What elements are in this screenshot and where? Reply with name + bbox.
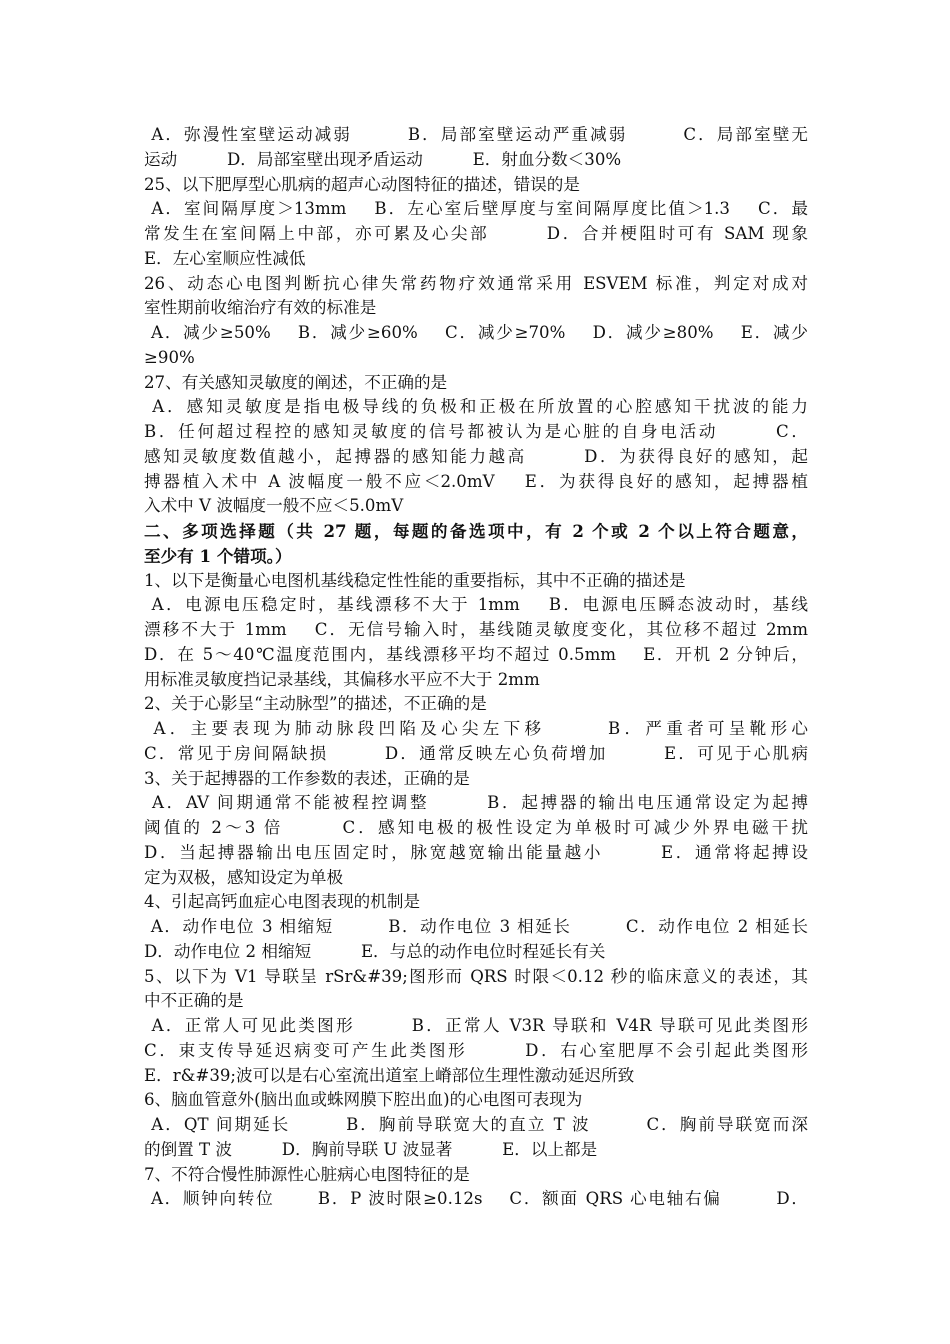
text-line: A．减少≥50% B．减少≥60% C．减少≥70% D．减少≥80% E．减少 [144,323,808,342]
text-line: 1、以下是衡量心电图机基线稳定性性能的重要指标，其中不正确的描述是 [144,570,686,590]
document-page [144,123,808,1212]
text-line: 运动 D．局部室壁出现矛盾运动 E．射血分数＜30% [144,149,622,169]
text-line: D．在 5～40℃温度范围内，基线漂移平均不超过 0.5mm E．开机 2 分钟后， [144,644,808,664]
text-line: A．电源电压稳定时，基线漂移不大于 1mm B．电源电压瞬态波动时，基线 [144,595,808,615]
text-line: D．动作电位 2 相缩短 E．与总的动作电位时程延长有关 [144,941,606,961]
text-line: A．主要表现为肺动脉段凹陷及心尖左下移 B．严重者可呈靴形心 [144,719,808,738]
text-line: 25、以下肥厚型心肌病的超声心动图特征的描述，错误的是 [144,174,580,194]
text-line: B．任何超过程控的感知灵敏度的信号都被认为是心脏的自身电活动 C． [144,422,808,441]
text-line: 4、引起高钙血症心电图表现的机制是 [144,892,421,912]
text-line: 7、不符合慢性肺源性心脏病心电图特征的是 [144,1164,470,1184]
text-line: 定为双极，感知设定为单极 [144,867,344,887]
section-heading-line: 二、多项选择题（共 27 题，每题的备选项中，有 2 个或 2 个以上符合题意， [144,521,808,541]
text-line: 6、脑血管意外(脑出血或蛛网膜下腔出血)的心电图可表现为 [144,1090,583,1110]
text-line: 5、以下为 V1 导联呈 rSr&#39;图形而 QRS 时限＜0.12 秒的临床意义的表述，其 [144,966,808,986]
text-line: 阈值的 2～3 倍 C．感知电极的极性设定为单极时可减少外界电磁干扰 [144,818,808,837]
text-line: 漂移不大于 1mm C．无信号输入时，基线随灵敏度变化，其位移不超过 2mm [144,620,808,639]
text-line: C．常见于房间隔缺损 D．通常反映左心负荷增加 E．可见于心肌病 [144,743,808,763]
text-line: 常发生在室间隔上中部，亦可累及心尖部 D．合并梗阻时可有 SAM 现象 [144,224,808,243]
text-line: C．束支传导延迟病变可产生此类图形 D．右心室肥厚不会引起此类图形 [144,1040,808,1060]
text-line: A．AV 间期通常不能被程控调整 B．起搏器的输出电压通常设定为起搏 [144,793,808,813]
text-line: 用标准灵敏度挡记录基线，其偏移水平应不大于 2mm [144,669,540,689]
text-line: 感知灵敏度数值越小，起搏器的感知能力越高 D．为获得良好的感知，起 [144,446,808,466]
text-line: A．室间隔厚度＞13mm B．左心室后壁厚度与室间隔厚度比值＞1.3 C．最 [144,199,808,219]
text-line: E．r&#39;波可以是右心室流出道室上嵴部位生理性激动延迟所致 [144,1065,635,1085]
text-line: 26、动态心电图判断抗心律失常药物疗效通常采用 ESVEM 标准，判定对成对 [144,273,808,293]
text-line: 搏器植入术中 A 波幅度一般不应＜2.0mV E．为获得良好的感知，起搏器植 [144,471,808,491]
text-line: A．弥漫性室壁运动减弱 B．局部室壁运动严重减弱 C．局部室壁无 [144,125,808,144]
text-line: D．当起搏器输出电压固定时，脉宽越宽输出能量越小 E．通常将起搏设 [144,842,808,862]
section-heading-line: 至少有 1 个错项。） [144,545,292,566]
text-line: 3、关于起搏器的工作参数的表述，正确的是 [144,768,470,788]
text-line: 室性期前收缩治疗有效的标准是 [144,298,377,318]
text-line: 2、关于心影呈“主动脉型”的描述，不正确的是 [144,694,487,714]
text-line: 中不正确的是 [144,991,244,1011]
text-line: 的倒置 T 波 D．胸前导联 U 波显著 E．以上都是 [144,1139,598,1159]
text-line: 27、有关感知灵敏度的阐述，不正确的是 [144,372,448,392]
text-line: A．感知灵敏度是指电极导线的负极和正极在所放置的心腔感知干扰波的能力 [144,397,808,417]
text-line: A．顺钟向转位 B．P 波时限≥0.12s C．额面 QRS 心电轴右偏 D． [144,1189,808,1209]
text-line: E．左心室顺应性减低 [144,248,306,268]
text-line: ≥90% [144,347,195,367]
text-line: 入术中 V 波幅度一般不应＜5.0mV [144,496,404,516]
text-line: A．动作电位 3 相缩短 B．动作电位 3 相延长 C．动作电位 2 相延长 [144,917,808,936]
text-line: A．QT 间期延长 B．胸前导联宽大的直立 T 波 C．胸前导联宽而深 [144,1115,808,1134]
text-line: A．正常人可见此类图形 B．正常人 V3R 导联和 V4R 导联可见此类图形 [144,1016,808,1035]
